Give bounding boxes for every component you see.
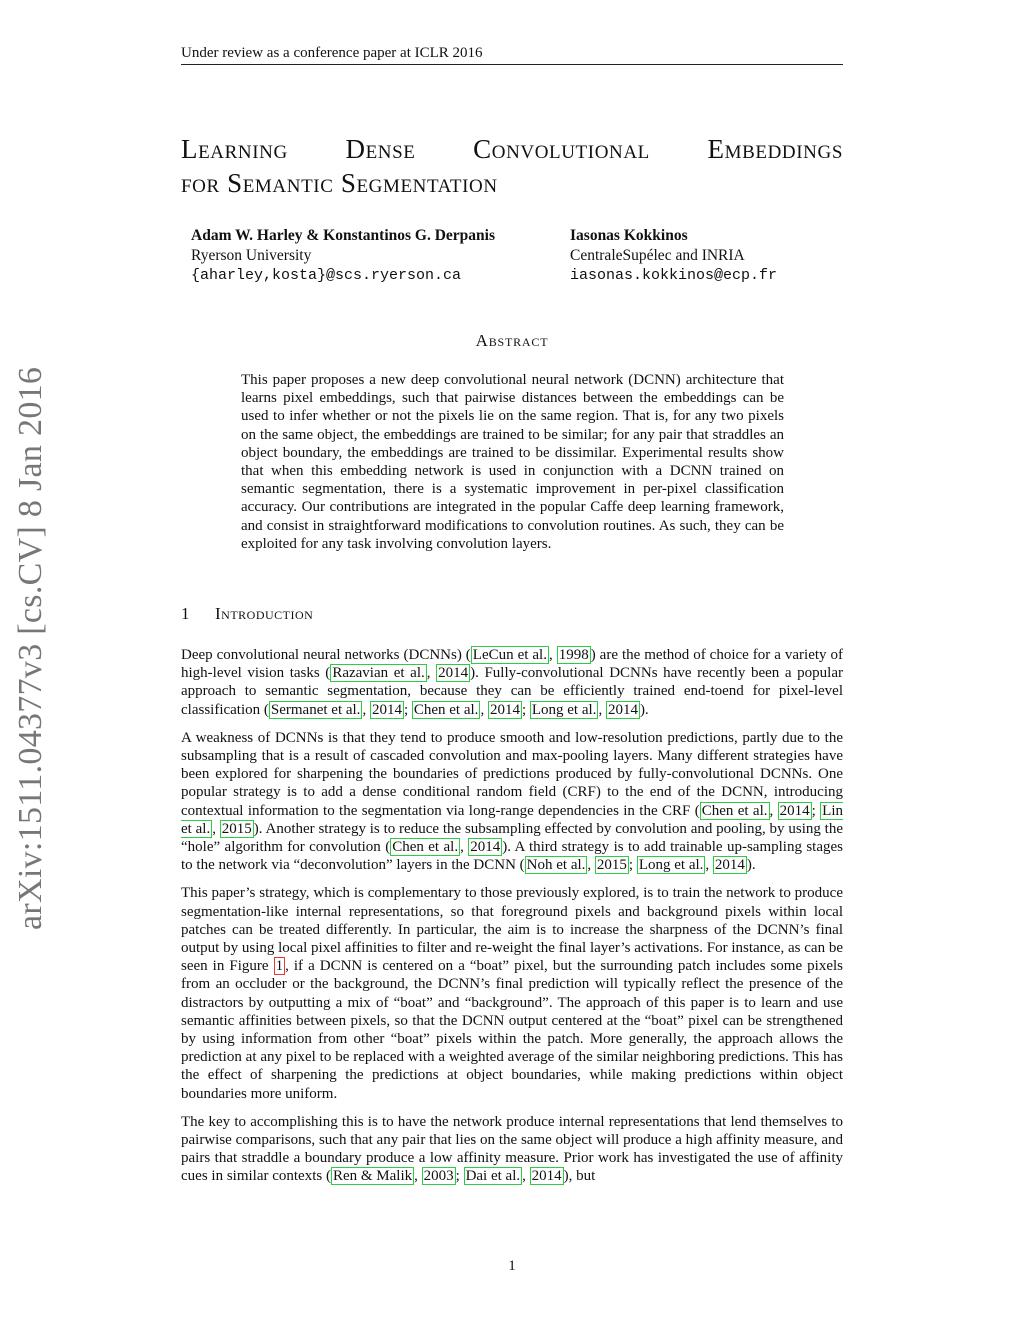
page-number: 1: [508, 1258, 516, 1274]
header-rule: [181, 64, 843, 65]
citation-link[interactable]: Long et al.: [531, 701, 597, 718]
title-line-2: for Semantic Segmentation: [181, 168, 498, 198]
title-word: Learning: [181, 134, 288, 164]
author-affiliation: Ryerson University: [191, 247, 312, 264]
author-block-right: [570, 226, 777, 286]
citation-link[interactable]: 2015: [596, 857, 627, 874]
section-title: Introduction: [215, 604, 314, 623]
citation-link[interactable]: 2014: [470, 839, 501, 856]
citation-link[interactable]: 2014: [531, 1168, 562, 1185]
title-word: Embeddings: [707, 134, 843, 164]
citation-link[interactable]: 2014: [371, 701, 402, 718]
abstract-text: This paper proposes a new deep convolutional neural network (DCNN) architecture that learns pixel embeddings, such that pairwise distances between the embeddings can be used to infer whether or not the pixels lie on the same region. That is, for any two pixels on the same object, the embeddings are trained to be similar; for any pair that straddles an object boundary, the embeddings are trained to be dissimilar. Experimental results show that when this embedding network is used in conjunction with a DCNN trained on semantic segmentation, there is a systematic improvement in per-pixel classification accuracy. Our contributions are integrated in the popular Caffe deep learning framework, and consist in straightforward modifications to convolution routines. As such, they can be exploited for any task involving convolution layers.: [241, 372, 784, 552]
citation-link[interactable]: Long et al.: [638, 857, 704, 874]
citation-link[interactable]: Chen et al.: [701, 802, 768, 819]
citation-link[interactable]: 2014: [714, 857, 745, 874]
author-names: Adam W. Harley & Konstantinos G. Derpanis: [191, 227, 496, 244]
citation-link[interactable]: Ren & Malik: [332, 1168, 413, 1185]
citation-link[interactable]: Dai et al.: [465, 1168, 521, 1185]
citation-link[interactable]: 2014: [607, 701, 638, 718]
title-word: Convolutional: [473, 134, 650, 164]
citation-link[interactable]: 2014: [779, 802, 810, 819]
citation-link[interactable]: 2014: [438, 665, 469, 682]
citation-link[interactable]: Chen et al.: [413, 701, 479, 718]
running-header: Under review as a conference paper at ICLR 2016: [181, 45, 483, 61]
citation-link[interactable]: 2003: [423, 1168, 454, 1185]
section-heading: [181, 604, 313, 624]
introduction-body: [181, 646, 843, 1196]
citation-link[interactable]: Chen et al.: [392, 839, 459, 856]
paragraph: The key to accomplishing this is to have the network produce internal representations that lend themselves to pairwise comparisons, such that any pair that lies on the same object will produce a high affinity measure, and pairs that straddle a boundary produce a low affinity measure. Prior work has investigated the use of affinity cues in similar contexts ( Ren & Malik , 2003 ; Dai et al. , 2014 ), but: [181, 1113, 843, 1185]
author-block-left: [191, 226, 495, 286]
author-names: Iasonas Kokkinos: [570, 227, 688, 244]
citation-link[interactable]: Noh et al.: [526, 857, 586, 874]
paragraph: This paper’s strategy, which is complementary to those previously explored, is to train the network to produce segmentation-like internal representations, so that foreground pixels and background pixels within local patches can be treated differently. In particular, the aim is to increase the sharpness of the DCNN’s final output by using local pixel affinities to filter and re-weight the final layer’s activations. For instance, as can be seen in Figure 1 , if a DCNN is centered on a “boat” pixel, but the surrounding patch includes some pixels from an occluder or the background, the DCNN’s final prediction will typically reflect the presence of the distractors by outputting a mix of “boat” and “background”. The approach of this paper is to learn and use semantic affinities between pixels, so that the DCNN output centered at the “boat” pixel can be strengthened by using information from other “boat” pixels within the patch. More generally, the approach allows the prediction at any pixel to be replaced with a weighted average of the similar neighboring predictions. This has the effect of sharpening the predictions at object boundaries, while making predictions within object boundaries more uniform.: [181, 885, 843, 1102]
author-email: iasonas.kokkinos@ecp.fr: [570, 267, 778, 284]
citation-link[interactable]: LeCun et al.: [472, 647, 547, 663]
citation-link[interactable]: Sermanet et al.: [270, 701, 361, 718]
title-word: Dense: [345, 134, 416, 164]
paragraph: Deep convolutional neural networks (DCNNs) ( LeCun et al. , 1998 ) are the method of choice for a variety of high-level vision tasks ( Razavian et al. , 2014 ). Fully-convolutional DCNNs have recently been a popular approach to semantic segmentation, because they can be efficiently trained end-toend for pixel-level classification ( Sermanet et al. , 2014 ; Chen et al. , 2014 ; Long et al. , 2014 ).: [181, 647, 843, 718]
paper-title: [181, 132, 843, 200]
figure-ref-link[interactable]: 1: [275, 958, 284, 975]
arxiv-stamp: arXiv:1511.04377v3 [cs.CV] 8 Jan 2016: [12, 366, 49, 930]
author-email: {aharley,kosta}@scs.ryerson.ca: [191, 267, 462, 284]
title-line-1: [181, 132, 843, 166]
citation-link[interactable]: 2015: [221, 820, 252, 837]
author-affiliation: CentraleSupélec and INRIA: [570, 247, 745, 264]
citation-link[interactable]: Lin et al.: [181, 802, 843, 837]
abstract-heading: Abstract: [475, 331, 549, 350]
citation-link[interactable]: 1998: [558, 647, 589, 663]
citation-link[interactable]: Razavian et al.: [332, 665, 425, 682]
paragraph: A weakness of DCNNs is that they tend to produce smooth and low-resolution predictions, partly due to the subsampling that is a result of cascaded convolution and max-pooling layers. Many different strategies have been explored for sharpening the boundaries of predictions produced by fully-convolutional DCNNs. One popular strategy is to add a dense conditional random field (CRF) to the end of the DCNN, introducing contextual information to the segmentation via long-range dependencies in the CRF ( Chen et al. , 2014 ; Lin et al. , 2015 ). Another strategy is to reduce the subsampling effected by convolution and pooling, by using the “hole” algorithm for convolution ( Chen et al. , 2014 ). A third strategy is to add trainable up-sampling stages to the network via “deconvolution” layers in the DCNN ( Noh et al. , 2015 ; Long et al. , 2014 ).: [181, 729, 844, 874]
citation-link[interactable]: 2014: [489, 701, 520, 718]
section-number: 1: [181, 604, 190, 623]
